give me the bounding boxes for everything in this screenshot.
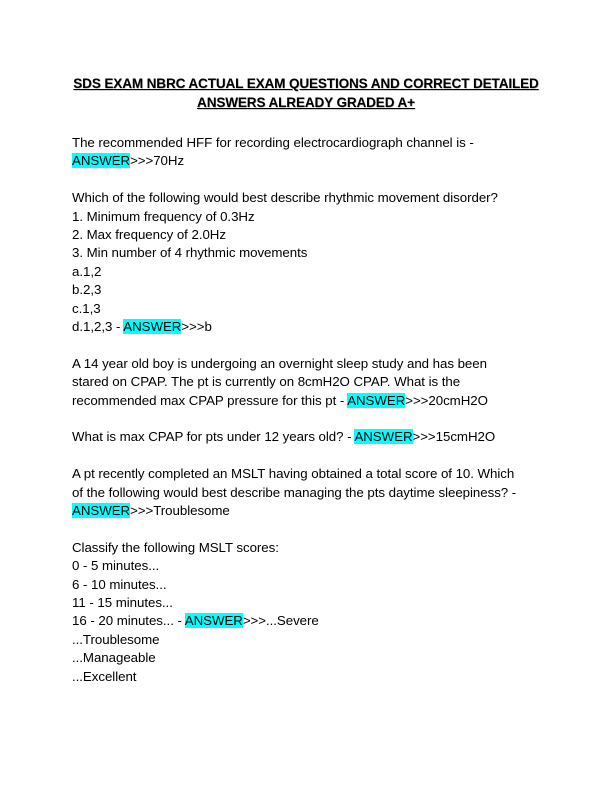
question-text: Classify the following MSLT scores: <box>72 539 279 555</box>
question-block-2 <box>72 189 552 336</box>
question-text: A pt recently completed an MSLT having obtained a total score of 10. Which <box>72 466 515 482</box>
option-text: 2. Max frequency of 2.0Hz <box>72 227 226 243</box>
answer-label: ANSWER <box>354 429 413 445</box>
answer-line <box>72 428 552 446</box>
score-range: 6 - 10 minutes... <box>72 576 167 592</box>
answer-text: >>>15cmH2O <box>412 429 496 445</box>
question-block-6 <box>72 539 552 686</box>
answer-label: ANSWER <box>72 153 131 169</box>
question-text: of the following would best describe managing the pts daytime sleepiness? - <box>72 484 517 500</box>
answer-line <box>72 612 552 630</box>
answer-continuation: ...Manageable <box>72 650 156 666</box>
answer-label: ANSWER <box>72 503 131 519</box>
answer-text: >>>20cmH2O <box>405 392 488 408</box>
answer-continuation: ...Excellent <box>72 668 137 684</box>
question-block-5 <box>72 465 552 520</box>
answer-text: >>>70Hz <box>130 153 185 169</box>
answer-label: ANSWER <box>347 392 406 408</box>
title-line-1: SDS EXAM NBRC ACTUAL EXAM QUESTIONS AND CORRECT DETAILED <box>73 76 539 91</box>
question-text: stared on CPAP. The pt is currently on 8cmH2O CPAP. What is the <box>72 374 461 390</box>
answer-text: >>>...Severe <box>242 613 319 629</box>
answer-label: ANSWER <box>184 613 243 629</box>
choice-text: c.1,3 <box>72 300 101 316</box>
option-text: 3. Min number of 4 rhythmic movements <box>72 245 308 261</box>
question-block-3 <box>72 355 552 410</box>
question-text: Which of the following would best describe rhythmic movement disorder? <box>72 190 498 206</box>
choice-text: b.2,3 <box>72 282 102 298</box>
answer-continuation: ...Troublesome <box>72 631 160 647</box>
choice-text: a.1,2 <box>72 263 102 279</box>
question-block-4 <box>72 428 552 446</box>
answer-text: >>>Troublesome <box>130 503 230 519</box>
question-block-1 <box>72 134 552 171</box>
answer-line <box>72 502 552 520</box>
answer-label: ANSWER <box>123 319 182 335</box>
question-text: A 14 year old boy is undergoing an overnight sleep study and has been <box>72 355 487 371</box>
answer-prefix: recommended max CPAP pressure for this pt - <box>72 392 348 408</box>
document-title <box>60 74 552 112</box>
score-range: 0 - 5 minutes... <box>72 558 160 574</box>
answer-text: >>>b <box>181 319 212 335</box>
answer-line <box>72 318 552 336</box>
answer-prefix: What is max CPAP for pts under 12 years old? - <box>72 429 355 445</box>
document-body <box>72 134 552 705</box>
score-range: 11 - 15 minutes... <box>72 595 173 611</box>
option-text: 1. Minimum frequency of 0.3Hz <box>72 208 255 224</box>
answer-prefix: d.1,2,3 - <box>72 319 124 335</box>
question-text: The recommended HFF for recording electrocardiograph channel is - <box>72 135 474 150</box>
answer-prefix: 16 - 20 minutes... - <box>72 613 185 629</box>
answer-line <box>72 152 552 170</box>
title-line-2: ANSWERS ALREADY GRADED A+ <box>197 95 415 110</box>
answer-line <box>72 392 552 410</box>
